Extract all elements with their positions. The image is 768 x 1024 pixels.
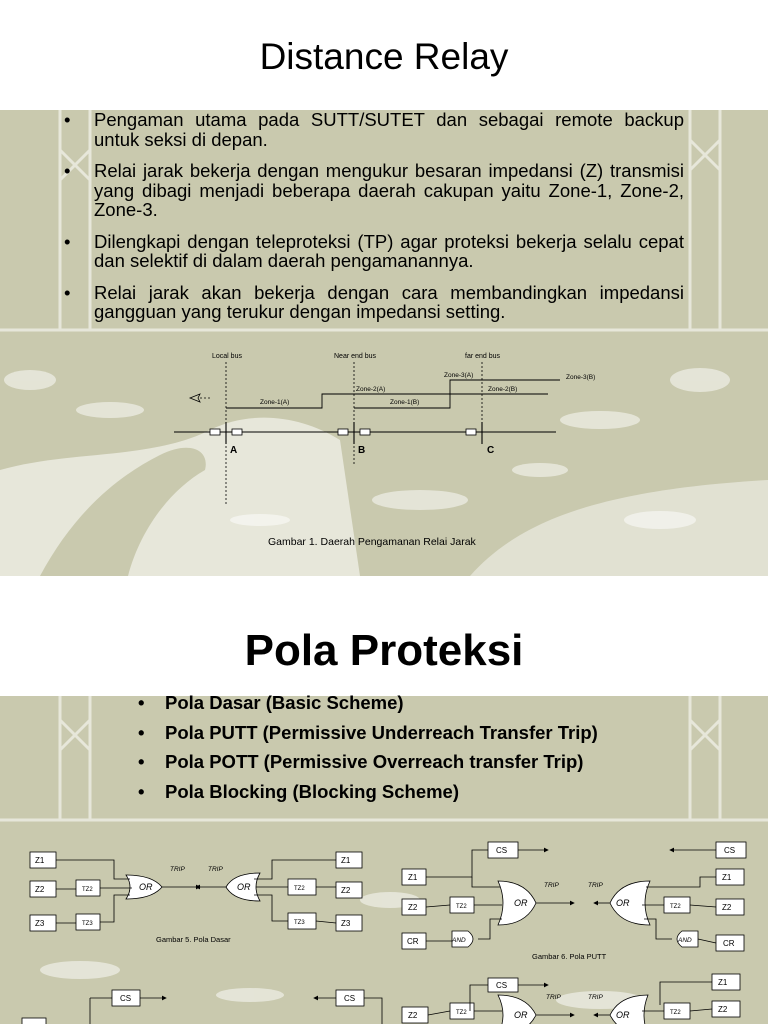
trip-label: TRIP — [544, 882, 559, 889]
z3-label: Z3 — [341, 919, 351, 928]
cr-label: CR — [407, 937, 419, 946]
z3-label: Z3 — [35, 919, 45, 928]
slide-pola-proteksi — [0, 600, 768, 1024]
protection-scheme-diagrams — [0, 835, 768, 1024]
trip-label: TRIP — [588, 882, 603, 889]
tz2-label: TZ2 — [670, 904, 681, 910]
bullet-list — [136, 688, 598, 806]
z2-label: Z2 — [408, 1011, 418, 1020]
trip-label: TRIP — [588, 994, 603, 1001]
circuit-breaker-icon — [232, 429, 242, 435]
local-bus-label: Local bus — [212, 353, 242, 360]
bullet-item: • Pengaman utama pada SUTT/SUTET dan sebagai remote backup untuk seksi di depan. — [62, 110, 684, 149]
bullet-item: • Relai jarak bekerja dengan mengukur besaran impedansi (Z) transmisi yang dibagi menjadi beberapa daerah cakupan yaitu Zone-1, Zone-2, Zone-3. — [62, 161, 684, 220]
bullet-item: • Relai jarak akan bekerja dengan cara membandingkan impedansi gangguan yang terukur dengan impedansi setting. — [62, 283, 684, 322]
or-label: OR — [514, 898, 528, 908]
cs-label: CS — [496, 981, 508, 990]
or-label: OR — [616, 898, 630, 908]
bullet-list — [62, 110, 684, 334]
zone-diagram — [160, 346, 600, 516]
z1-label: Z1 — [408, 873, 418, 882]
slide-title: Pola Proteksi — [244, 626, 524, 675]
tz2-label: TZ2 — [456, 1010, 467, 1016]
near-end-bus-label: Near end bus — [334, 353, 377, 360]
and-label: AND — [452, 937, 466, 944]
zone1a-label: Zone-1(A) — [260, 399, 290, 406]
or-label: OR — [616, 1010, 630, 1020]
bus-a-label: A — [230, 445, 238, 456]
bullet-item: • Pola Blocking (Blocking Scheme) — [136, 777, 598, 807]
tz2-label: TZ2 — [670, 1010, 681, 1016]
or-label: OR — [237, 882, 251, 892]
zone3b-label: Zone-3(B) — [566, 374, 596, 381]
bullet-item: • Pola Dasar (Basic Scheme) — [136, 688, 598, 718]
trip-label: TRIP — [208, 866, 223, 873]
z2-label: Z2 — [408, 903, 418, 912]
bullet-item: • Dilengkapi dengan teleproteksi (TP) agar proteksi bekerja selalu cepat dan selektif di dalam daerah pengamanannya. — [62, 232, 684, 271]
cs-label: CS — [344, 994, 356, 1003]
zone1b-label: Zone-1(B) — [390, 399, 420, 406]
tz2-label: TZ2 — [294, 886, 305, 892]
bullet-item: • Pola POTT (Permissive Overreach transfer Trip) — [136, 747, 598, 777]
zone3a-label: Zone-3(A) — [444, 372, 474, 379]
slide-title: Distance Relay — [259, 36, 509, 77]
z1-label: Z1 — [35, 856, 45, 865]
z2-label: Z2 — [35, 885, 45, 894]
tz3-label: TZ3 — [82, 921, 93, 927]
z2-label: Z2 — [341, 886, 351, 895]
z1-label: Z1 — [722, 873, 732, 882]
cr-label: CR — [723, 939, 735, 948]
figure-caption-pola-putt: Gambar 6. Pola PUTT — [532, 952, 607, 961]
z1-label: Z1 — [341, 856, 351, 865]
z2-label: Z2 — [718, 1005, 728, 1014]
or-label: OR — [514, 1010, 528, 1020]
or-label: OR — [139, 882, 153, 892]
cs-label: CS — [496, 846, 508, 855]
far-end-bus-label: far end bus — [465, 353, 501, 360]
cs-label: CS — [120, 994, 132, 1003]
trip-label: TRIP — [546, 994, 561, 1001]
tz3-label: TZ3 — [294, 920, 305, 926]
circuit-breaker-icon — [210, 429, 220, 435]
circuit-breaker-icon — [360, 429, 370, 435]
arrow-icon — [190, 394, 200, 402]
trip-label: TRIP — [170, 866, 185, 873]
bus-b-label: B — [358, 445, 366, 456]
circuit-breaker-icon — [466, 429, 476, 435]
circuit-breaker-icon — [338, 429, 348, 435]
bullet-item: • Pola PUTT (Permissive Underreach Transfer Trip) — [136, 718, 598, 748]
tz2-label: TZ2 — [456, 904, 467, 910]
and-label: AND — [678, 937, 692, 944]
z2-label: Z2 — [722, 903, 732, 912]
tz2-label: TZ2 — [82, 887, 93, 893]
figure-caption: Gambar 1. Daerah Pengamanan Relai Jarak — [268, 536, 476, 548]
zone2b-label: Zone-2(B) — [488, 386, 518, 393]
zone2a-label: Zone-2(A) — [356, 386, 386, 393]
bus-c-label: C — [487, 445, 495, 456]
cs-label: CS — [724, 846, 736, 855]
z1-label: Z1 — [718, 978, 728, 987]
figure-caption-pola-dasar: Gambar 5. Pola Dasar — [156, 935, 231, 944]
